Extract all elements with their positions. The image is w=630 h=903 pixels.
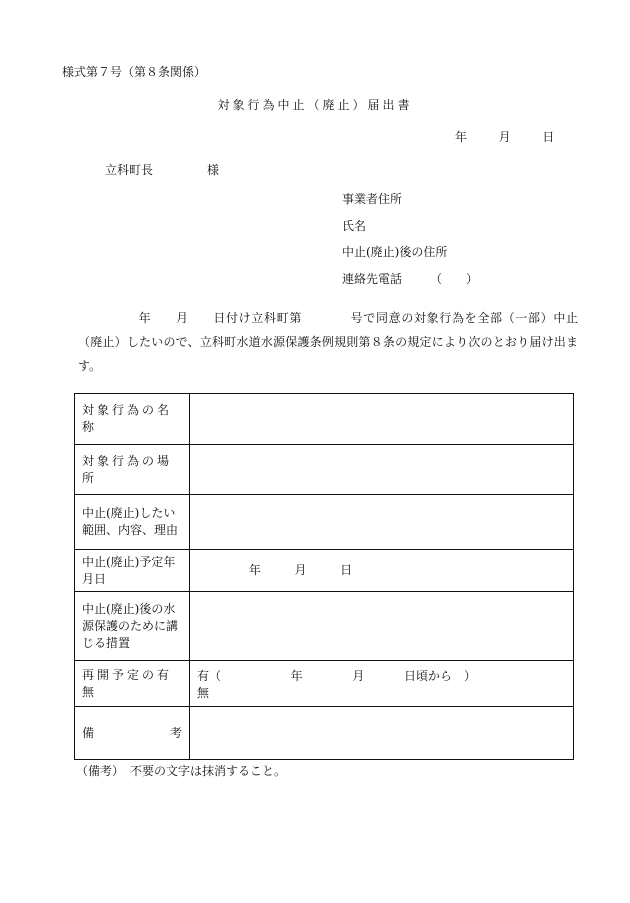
- remarks-char-a: 備: [82, 725, 95, 740]
- body-text: 号で同意の対象行為を全部（一部）中止（廃止）したいので、立科町水道水源保護条例規則第８条の規定により次のとおり届け出ます。: [78, 311, 578, 373]
- value-scope-reason[interactable]: [190, 495, 574, 550]
- date-month: 月: [498, 130, 511, 144]
- body-year: 年: [138, 311, 152, 325]
- label-protection-measures: 中止(廃止)後の水源保護のために講じる措置: [75, 592, 190, 661]
- resume-no: 無: [197, 686, 210, 700]
- table-row: [75, 550, 574, 592]
- table-row: [75, 707, 574, 760]
- resume-year: 年: [290, 669, 303, 683]
- applicant-after-address-label: 中止(廃止)後の住所: [342, 245, 448, 259]
- table-row: [75, 445, 574, 495]
- applicant-address-label: 事業者住所: [342, 192, 403, 206]
- body-day-ref: 日付け立科町第: [212, 311, 303, 325]
- submission-date: [455, 131, 554, 143]
- document-title: 対象行為中止（廃止）届出書: [217, 98, 413, 112]
- tel-paren: （ ）: [430, 272, 479, 286]
- scheduled-year: 年: [248, 563, 261, 577]
- value-activity-name[interactable]: [190, 394, 574, 445]
- table-row: [75, 592, 574, 661]
- table-row: [75, 661, 574, 707]
- body-month: 月: [175, 311, 189, 325]
- value-resume-plan[interactable]: [190, 661, 574, 707]
- applicant-tel: [342, 273, 478, 285]
- label-scope-reason: 中止(廃止)したい範囲、内容、理由: [75, 495, 190, 550]
- label-activity-location: 対象行為の場所: [75, 445, 190, 495]
- date-day: 日: [542, 130, 555, 144]
- label-remarks: [75, 707, 190, 760]
- date-year: 年: [455, 130, 468, 144]
- label-resume-plan: 再開予定の有無: [75, 661, 190, 707]
- scheduled-day: 日: [340, 563, 353, 577]
- addressee-name: 立科町長: [105, 163, 154, 177]
- resume-from: 日頃から ）: [404, 669, 477, 683]
- addressee: [105, 164, 219, 176]
- applicant-name-label: 氏名: [342, 219, 367, 233]
- remarks-char-b: 考: [169, 725, 182, 740]
- body-paragraph: [78, 306, 578, 378]
- tel-label: 連絡先電話: [342, 272, 403, 286]
- resume-month: 月: [352, 669, 365, 683]
- footnote: （備考） 不要の文字は抹消すること。: [76, 764, 287, 778]
- value-scheduled-date[interactable]: [190, 550, 574, 592]
- table-row: [75, 495, 574, 550]
- value-activity-location[interactable]: [190, 445, 574, 495]
- label-scheduled-date: 中止(廃止)予定年月日: [75, 550, 190, 592]
- table-row: [75, 394, 574, 445]
- form-number: 様式第７号（第８条関係）: [62, 65, 207, 79]
- value-remarks[interactable]: [190, 707, 574, 760]
- scheduled-month: 月: [294, 563, 307, 577]
- label-activity-name: 対象行為の名称: [75, 394, 190, 445]
- resume-yes: 有（: [197, 669, 222, 683]
- value-protection-measures[interactable]: [190, 592, 574, 661]
- form-table: [74, 393, 574, 760]
- addressee-honorific: 様: [207, 163, 220, 177]
